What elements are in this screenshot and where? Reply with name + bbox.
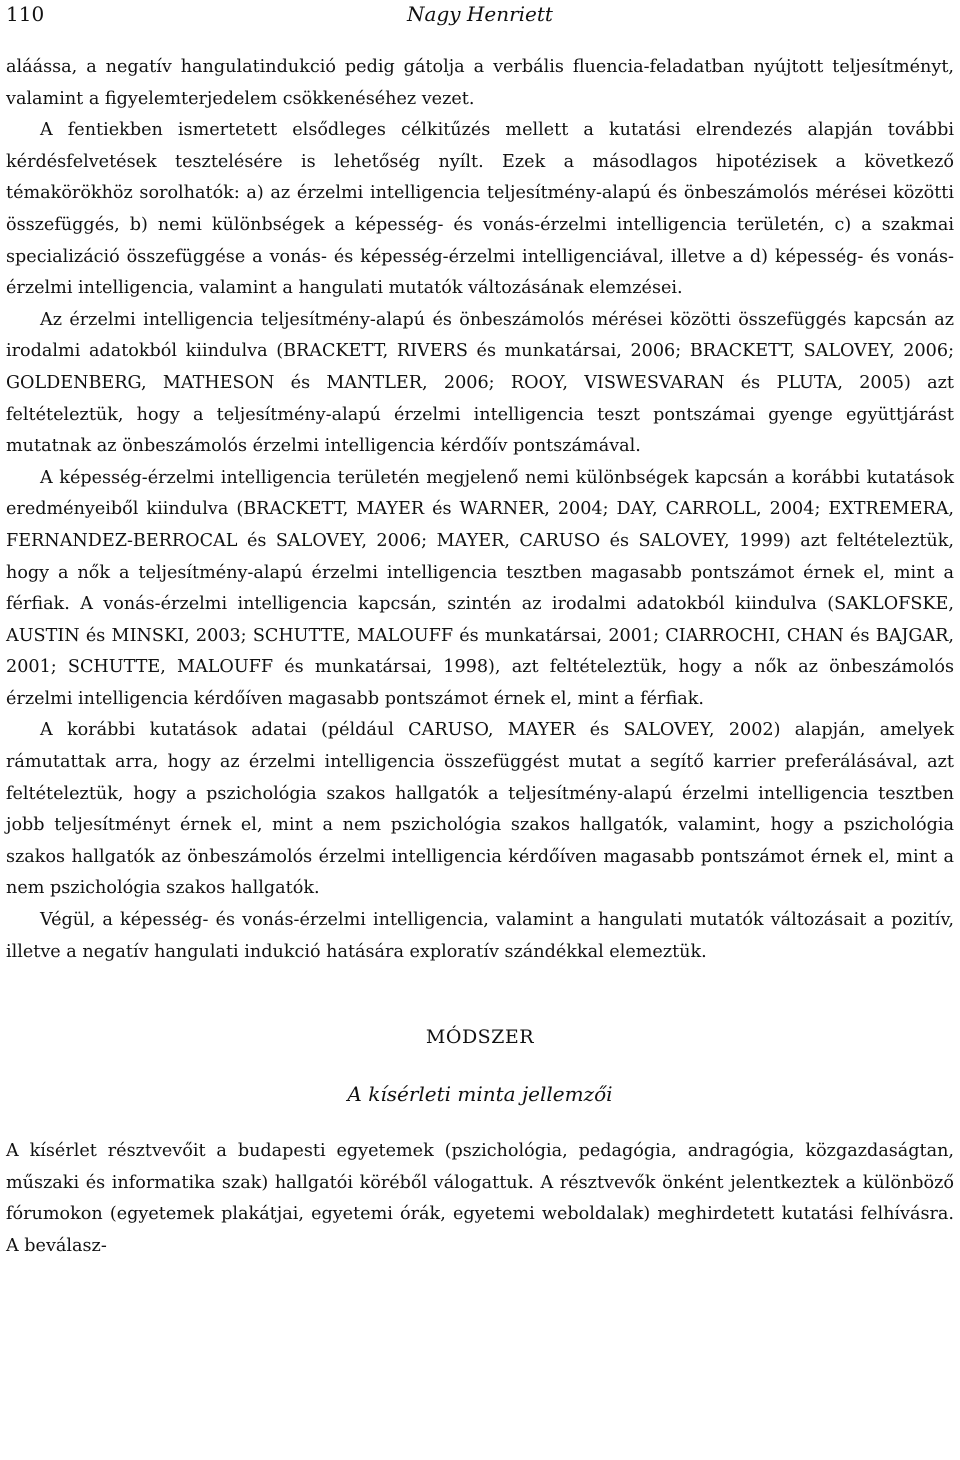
paragraph-measure-correlation: Az érzelmi intelligencia teljesítmény-alapú és önbeszámolós mérései közötti összefüggés kapcsán az irodalmi adatokból kiindulva (BRACKETT, RIVERS és munkatársai, 2006; BRACKETT, SALOVEY, 2006; GOLDENBERG, MATHESON és MANTLER, 2006; ROOY, VISWESVARAN és PLUTA, 2005) azt feltételeztük, hogy a teljesítmény-alapú érzelmi intelligencia teszt pontszámai gyenge együttjárást mutatnak az önbeszámolós érzelmi intelligencia kérdőív pontszámával. <box>6 309 954 457</box>
paragraph-sample: A kísérlet résztvevőit a budapesti egyetemek (pszichológia, pedagógia, andragógia, közgazdaságtan, műszaki és informatika szak) hallgatói köréből válogattuk. A résztvevők önként jelentkeztek a különböző fórumokon (egyetemek plakátjai, egyetemi órák, egyetemi weboldalak) meghirdetett kutatási felhívásra. A beválasz- <box>6 1141 954 1256</box>
section-heading: MÓDSZER <box>425 1026 535 1049</box>
page-number: 110 <box>6 2 45 26</box>
method-text <box>6 1136 954 1262</box>
paragraph-continuation: aláássa, a negatív hangulatindukció pedig gátolja a verbális fluencia-feladatban nyújtott teljesítményt, valamint a figyelemterjedelem csökkenéséhez vezet. <box>6 57 954 109</box>
paragraph-secondary-hypotheses: A fentiekben ismertetett elsődleges célkitűzés mellett a kutatási elrendezés alapján további kérdésfelvetések tesztelésére is lehetőség nyílt. Ezek a másodlagos hipotézisek a következő témakörökhöz sorolhatók: a) az érzelmi intelligencia teljesítmény-alapú és önbeszámolós mérései közötti összefüggés, b) nemi különbségek a képesség- és vonás-érzelmi intelligencia területén, c) a szakmai specializáció összefüggése a vonás- és képesség-érzelmi intelligenciával, illetve a d) képesség- és vonás-érzelmi intelligencia, valamint a hangulati mutatók változásának elemzései. <box>6 120 954 299</box>
journal-page <box>6 0 954 1263</box>
paragraph-gender-differences: A képesség-érzelmi intelligencia területén megjelenő nemi különbségek kapcsán a korábbi kutatások eredményeiből kiindulva (BRACKETT, MAYER és WARNER, 2004; DAY, CARROLL, 2004; EXTREMERA, FERNANDEZ-BERROCAL és SALOVEY, 2006; MAYER, CARUSO és SALOVEY, 1999) azt feltételeztük, hogy a nők a teljesítmény-alapú érzelmi intelligencia tesztben magasabb pontszámot érnek el, mint a férfiak. A vonás-érzelmi intelligencia kapcsán, szintén az irodalmi adatokból kiindulva (SAKLOFSKE, AUSTIN és MINSKI, 2003; SCHUTTE, MALOUFF és munkatársai, 2001; CIARROCHI, CHAN és BAJGAR, 2001; SCHUTTE, MALOUFF és munkatársai, 1998), azt feltételeztük, hogy a nők az önbeszámolós érzelmi intelligencia kérdőíven magasabb pontszámot érnek el, mint a férfiak. <box>6 467 954 709</box>
running-author: Nagy Henriett <box>407 2 553 26</box>
paragraph-exploratory: Végül, a képesség- és vonás-érzelmi intelligencia, valamint a hangulati mutatók változásait a pozitív, illetve a negatív hangulati indukció hatására exploratív szándékkal elemeztük. <box>6 910 954 962</box>
subsection-heading: A kísérleti minta jellemzői <box>347 1082 613 1107</box>
running-head <box>6 2 954 32</box>
hypotheses-text <box>6 52 954 968</box>
paragraph-specialization: A korábbi kutatások adatai (például CARUSO, MAYER és SALOVEY, 2002) alapján, amelyek rámutattak arra, hogy az érzelmi intelligencia összefüggést mutat a segítő karrier preferálásával, azt feltételeztük, hogy a pszichológia szakos hallgatók a teljesítmény-alapú érzelmi intelligencia tesztben jobb teljesítményt érnek el, mint a nem pszichológia szakos hallgatók, valamint, hogy a pszichológia szakos hallgatók az önbeszámolós érzelmi intelligencia kérdőíven magasabb pontszámot érnek el, mint a nem pszichológia szakos hallgatók. <box>6 720 954 899</box>
